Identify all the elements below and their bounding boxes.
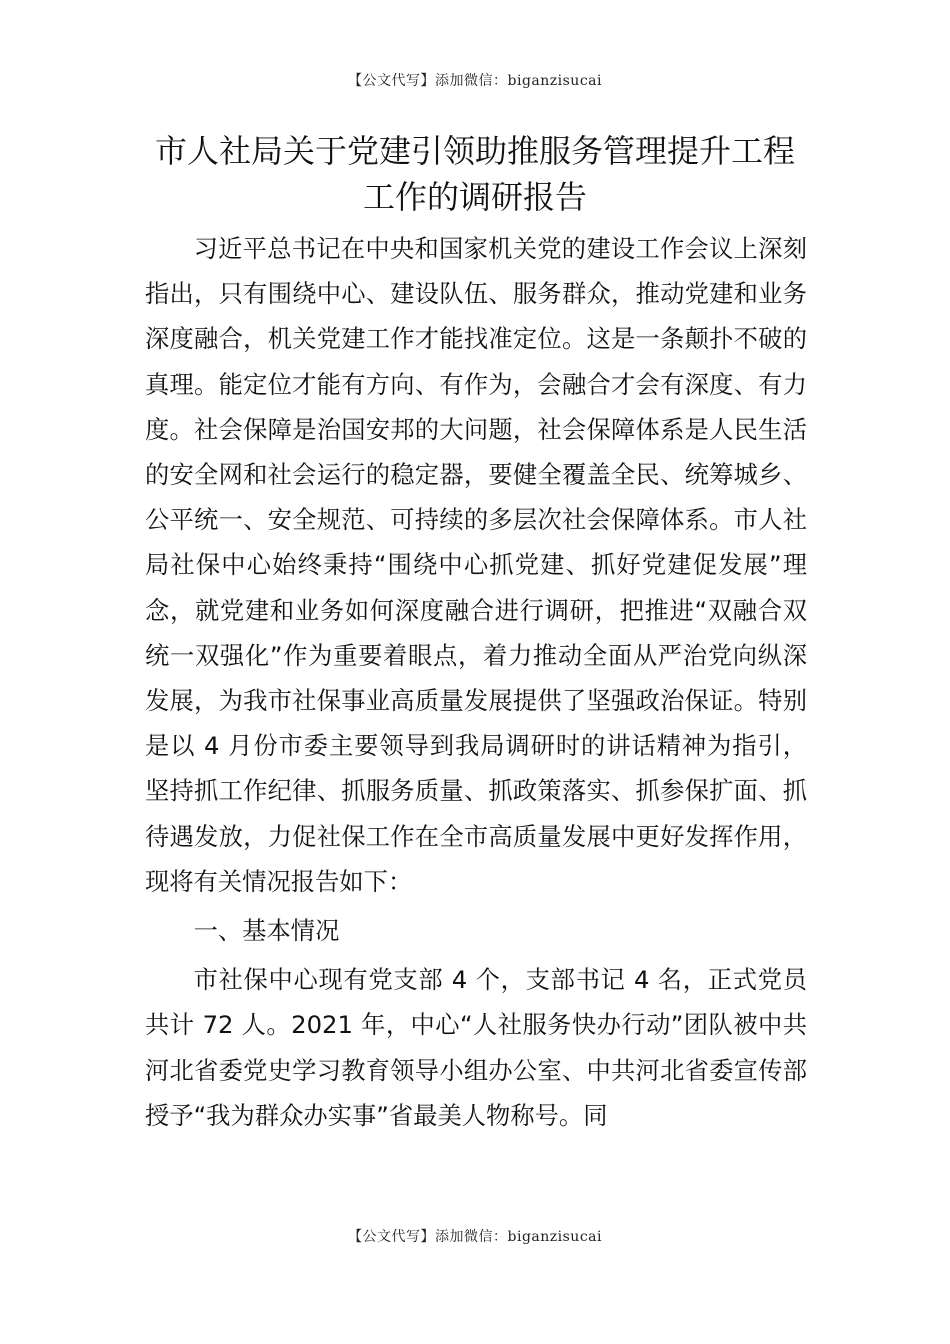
document-body <box>145 226 807 1138</box>
header-watermark: 【公文代写】添加微信：biganzisucai <box>348 73 602 89</box>
document-title: 市人社局关于党建引领助推服务管理提升工程工作的调研报告 <box>154 132 795 216</box>
body-paragraph: 习近平总书记在中央和国家机关党的建设工作会议上深刻指出，只有围绕中心、建设队伍、服务群众，推动党建和业务深度融合，机关党建工作才能找准定位。这是一条颠扑不破的真理。能定位才能有方向、有作为，会融合才会有深度、有力度。社会保障是治国安邦的大问题，社会保障体系是人民生活的安全网和社会运行的稳定器，要健全覆盖全民、统筹城乡、公平统一、安全规范、可持续的多层次社会保障体系。市人社局社保中心始终秉持“围绕中心抓党建、抓好党建促发展”理念，就党建和业务如何深度融合进行调研，把推进“双融合双统一双强化”作为重要着眼点，着力推动全面从严治党向纵深发展，为我市社保事业高质量发展提供了坚强政治保证。特别是以 4 月份市委主要领导到我局调研时的讲话精神为指引，坚持抓工作纪律、抓服务质量、抓政策落实、抓参保扩面、抓待遇发放，力促社保工作在全市高质量发展中更好发挥作用，现将有关情况报告如下： <box>145 234 807 896</box>
footer-watermark: 【公文代写】添加微信：biganzisucai <box>348 1229 602 1245</box>
section-heading: 一、基本情况 <box>193 916 340 946</box>
body-paragraph: 市社保中心现有党支部 4 个，支部书记 4 名，正式党员共计 72 人。2021 年，中心“人社服务快办行动”团队被中共河北省委党史学习教育领导小组办公室、中共河北省委宣传部授予“我为群众办实事”省最美人物称号。同 <box>145 965 807 1130</box>
